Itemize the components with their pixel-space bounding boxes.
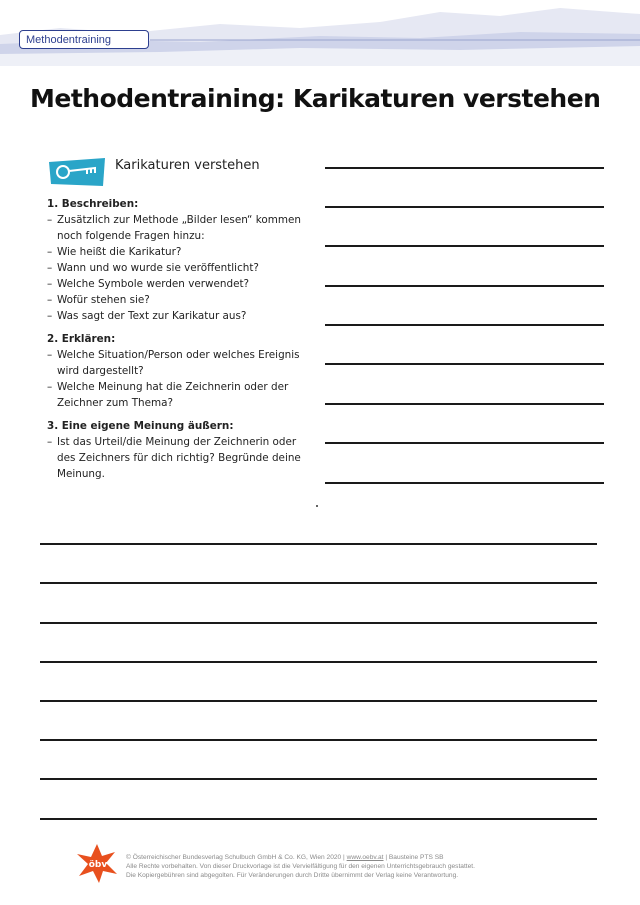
key-icon (47, 156, 107, 188)
svg-text:öbv: öbv (88, 860, 108, 870)
stray-dot (316, 505, 318, 507)
list-item: – Wofür stehen sie? (47, 292, 317, 308)
writing-line[interactable] (40, 582, 597, 584)
footer-rights: Alle Rechte vorbehalten. Von dieser Druckvorlage ist die Vervielfältigung für den eigenen Unterrichtsgebrauch gestattet. (126, 863, 475, 870)
list-item: – Wie heißt die Karikatur? (47, 244, 317, 260)
list-item: – Was sagt der Text zur Karikatur aus? (47, 308, 317, 324)
section-heading-opinion: 3. Eine eigene Meinung äußern: (47, 420, 234, 432)
writing-line[interactable] (40, 778, 597, 780)
publisher-link[interactable]: www.oebv.at (346, 854, 384, 861)
writing-line[interactable] (40, 739, 597, 741)
instruction-list (47, 196, 317, 489)
page-title: Methodentraining: Karikaturen verstehen (30, 84, 601, 113)
list-item: – Welche Symbole werden verwendet? (47, 276, 317, 292)
list-item: – Welche Meinung hat die Zeichnerin oder der Zeichner zum Thema? (47, 379, 317, 411)
writing-line[interactable] (40, 700, 597, 702)
writing-line[interactable] (325, 442, 604, 444)
writing-line[interactable] (40, 622, 597, 624)
footer-fees: Die Kopiergebühren sind abgegolten. Für Veränderungen durch Dritte übernimmt der Verlag keine Verantwortung. (126, 872, 459, 879)
writing-line[interactable] (325, 285, 604, 287)
section-tag: Methodentraining (19, 30, 149, 49)
box-title: Karikaturen verstehen (115, 158, 260, 173)
writing-line[interactable] (40, 818, 597, 820)
writing-line[interactable] (325, 324, 604, 326)
writing-line[interactable] (40, 543, 597, 545)
writing-line[interactable] (325, 363, 604, 365)
list-item: – Zusätzlich zur Methode „Bilder lesen“ kommen noch folgende Fragen hinzu: (47, 212, 317, 244)
writing-line[interactable] (325, 403, 604, 405)
list-item: – Welche Situation/Person oder welches Ereignis wird dargestellt? (47, 347, 317, 379)
writing-line[interactable] (325, 482, 604, 484)
writing-line[interactable] (325, 245, 604, 247)
writing-line[interactable] (325, 167, 604, 169)
writing-line[interactable] (325, 206, 604, 208)
footer (126, 853, 626, 880)
section-heading-describe: 1. Beschreiben: (47, 198, 139, 210)
list-item: – Wann und wo wurde sie veröffentlicht? (47, 260, 317, 276)
oebv-logo (75, 842, 119, 884)
section-heading-explain: 2. Erklären: (47, 333, 116, 345)
list-item: – Ist das Urteil/die Meinung der Zeichnerin oder des Zeichners für dich richtig? Begründe deine Meinung. (47, 434, 317, 482)
footer-copyright: © Österreichischer Bundesverlag Schulbuch GmbH & Co. KG, Wien 2020 | www.oebv.at | Bausteine PTS SB (126, 854, 444, 861)
writing-line[interactable] (40, 661, 597, 663)
